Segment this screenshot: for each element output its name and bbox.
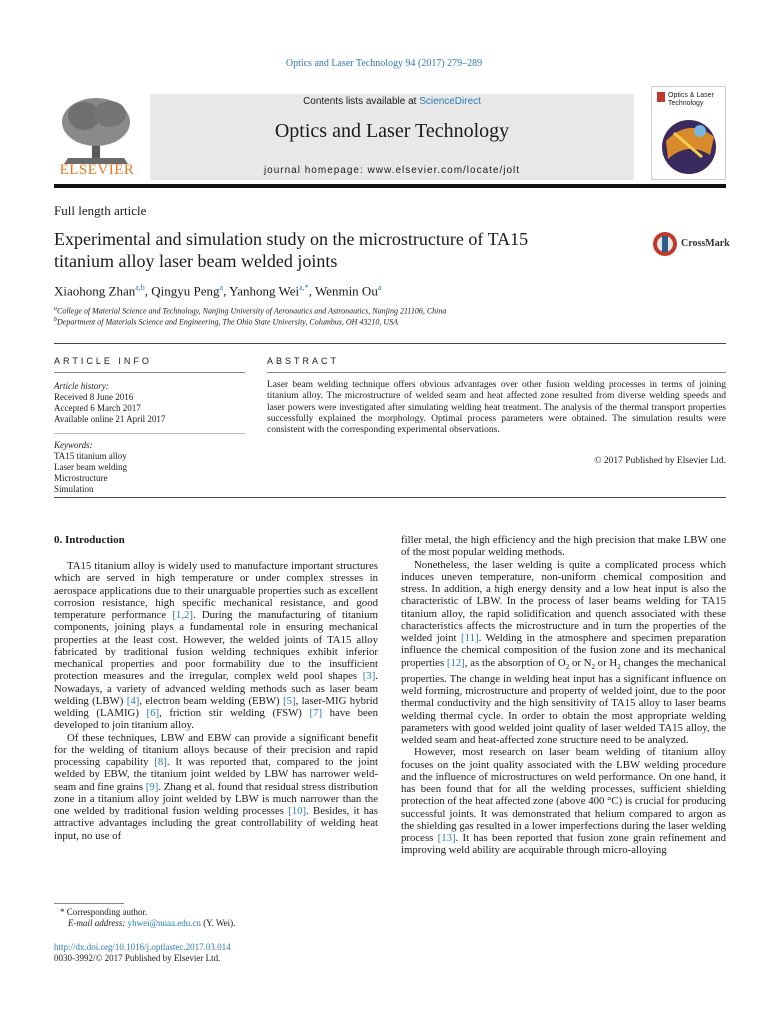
citation-link[interactable]: [13] bbox=[437, 832, 456, 845]
email-note bbox=[68, 918, 235, 929]
author-separator: , bbox=[223, 283, 230, 299]
keywords bbox=[54, 440, 245, 495]
divider bbox=[54, 343, 726, 344]
citation-link[interactable]: [12] bbox=[446, 656, 465, 669]
email-suffix: (Y. Wei). bbox=[200, 918, 236, 928]
divider bbox=[54, 433, 245, 434]
author-affil-marker[interactable]: a,b bbox=[135, 283, 145, 292]
online-date: Available online 21 April 2017 bbox=[54, 414, 166, 424]
citation-link[interactable]: [1,2] bbox=[172, 609, 194, 621]
corresponding-author-note bbox=[54, 907, 147, 918]
citation-link[interactable]: [7] bbox=[309, 707, 323, 719]
citation-link[interactable]: [4] bbox=[126, 694, 140, 707]
divider bbox=[267, 372, 726, 373]
corresponding-text: Corresponding author. bbox=[66, 907, 148, 917]
author-affil-marker[interactable]: a,* bbox=[299, 283, 309, 292]
received-date: Received 8 June 2016 bbox=[54, 392, 134, 402]
citation-link[interactable]: [10] bbox=[288, 805, 307, 817]
cover-title: Optics & Laser Technology bbox=[668, 92, 714, 107]
sciencedirect-link[interactable]: ScienceDirect bbox=[419, 96, 481, 107]
author-affil-marker[interactable]: a bbox=[377, 283, 382, 292]
author-list bbox=[54, 283, 381, 299]
article-history bbox=[54, 381, 245, 425]
body-left-column bbox=[54, 560, 378, 842]
keyword: TA15 titanium alloy bbox=[54, 451, 127, 461]
citation-link[interactable]: [3] bbox=[362, 670, 376, 683]
elsevier-logo[interactable] bbox=[54, 92, 140, 180]
affiliation-a bbox=[54, 306, 446, 316]
article-title bbox=[54, 228, 614, 272]
footnote-rule bbox=[54, 903, 124, 904]
article-info-heading: ARTICLE INFO bbox=[54, 356, 152, 366]
accepted-date: Accepted 6 March 2017 bbox=[54, 403, 141, 413]
crossmark-badge[interactable] bbox=[652, 230, 730, 258]
body-paragraph: However, most research on laser beam welding of titanium alloy focuses on the joint quality associated with the LBW welding procedure and the influence of microstructures on weld performance. On one hand, it has been found that for all the welding processes, sufficient shielding protection of the heat affected zone (above 400 °C) is crucial for producing successful joints. It was demonstrated that helium compared to argon as the shielding gas resulted in a lower imperfections during the laser welding process [13]. It has been reported that fusion zone grain refinement and improving weld ability are acquirable through micro-alloying bbox=[401, 746, 726, 857]
citation-link[interactable]: [11] bbox=[461, 632, 479, 644]
article-type: Full length article bbox=[54, 203, 147, 218]
elsevier-wordmark: ELSEVIER bbox=[59, 162, 135, 178]
keyword: Laser beam welding bbox=[54, 462, 127, 472]
author-name[interactable]: Xiaohong Zhan bbox=[54, 283, 136, 299]
author-separator: , bbox=[144, 283, 152, 299]
author-affil-marker[interactable]: a bbox=[219, 283, 224, 292]
abstract-text: Laser beam welding technique offers obvious advantages over other fusion welding processes in terms of joining titanium alloy. The microstructure of welded seam and heat affected zone resulted from diverse welding speeds and laser powers were investigated after simulating welding heat treatment. The analysis of the thermal transport properties successfully explained the morphology. Optimal process parameters were obtained. The simulation results were consistent with the corresponding experimental observations. bbox=[267, 380, 726, 436]
history-label: Article history: bbox=[54, 381, 109, 391]
citation-link[interactable]: [5] bbox=[283, 694, 296, 707]
issn-line: 0030-3992/© 2017 Published by Elsevier Ltd. bbox=[54, 953, 221, 963]
title-line-1: Experimental and simulation study on the microstructure of TA15 bbox=[54, 229, 529, 249]
author-name[interactable]: Qingyu Peng bbox=[151, 283, 220, 299]
divider bbox=[54, 497, 726, 498]
email-link[interactable]: yhwei@nuaa.edu.cn bbox=[127, 918, 201, 928]
cover-image-icon bbox=[652, 87, 727, 181]
affiliation-label: a bbox=[54, 306, 57, 312]
doi-link[interactable]: http://dx.doi.org/10.1016/j.optlastec.2017.03.014 bbox=[54, 942, 231, 952]
body-paragraph: filler metal, the high efficiency and the high precision that make LBW one of the most popular welding methods. bbox=[401, 534, 726, 559]
body-paragraph: TA15 titanium alloy is widely used to manufacture important structures which are served in high temperature or under complex stresses in aerospace applications due to their unarguable properties such as excellent corrosion resistance, high specific mechanical resistance, and good temperature performance [1,2]. During the manufacturing of titanium components, joining plays a fundamental role in ensuring mechanical properties at the least cost. However, the welded joints of TA15 alloy fabricated by traditional fusion welding techniques exhibit inferior mechanical properties and poor formability due to the insufficient protection measures and the irregular, complex weld pool shapes [3]. Nowadays, a variety of advanced welding methods such as laser beam welding (LBW) [4], electron beam welding (EBW) [5], laser-MIG hybrid welding (LAMIG) [6], friction stir welding (FSW) [7] have been developed to join titanium alloy. bbox=[54, 560, 378, 732]
journal-homepage[interactable]: journal homepage: www.elsevier.com/locate/jolt bbox=[263, 165, 521, 176]
abstract-heading: ABSTRACT bbox=[267, 356, 340, 366]
author-name[interactable]: Wenmin Ou bbox=[314, 283, 378, 299]
contents-prefix: Contents lists available at bbox=[303, 96, 420, 107]
divider bbox=[54, 372, 245, 373]
journal-cover[interactable] bbox=[651, 86, 726, 180]
body-paragraph: Of these techniques, LBW and EBW can provide a significant benefit for the welding of titanium alloys because of their precision and rapid processing capability [8]. It was reported that, compared to the joint welded by EBW, the titanium joint welded by LBW has narrower weld-seam and fine grains [9]. Zhang et al. found that residual stress distribution zone in a titanium alloy joint welded by LBW is much narrower than the one welded by traditional fusion welding processes [10]. Besides, it has attractive advantages including the great controllability of welding heat input, no use of bbox=[54, 731, 378, 842]
journal-reference[interactable]: Optics and Laser Technology 94 (2017) 279–289 bbox=[285, 58, 483, 69]
header-rule bbox=[54, 184, 726, 188]
section-heading: 0. Introduction bbox=[54, 534, 125, 546]
keyword: Microstructure bbox=[54, 473, 108, 483]
affiliation-text: Department of Materials Science and Engineering, The Ohio State University, Columbus, OH 43210, USA bbox=[57, 317, 399, 327]
body-paragraph: Nonetheless, the laser welding is quite a complicated process which induces uneven temperature, non-uniform chemical composition and stress. In addition, a high energy density and a low heat input is also the characteristic of LBW. In the process of laser beams welding for TA15 titanium alloy, the rapid solidification and quench associated with these characteristics affects the microstructure and in turn the properties of the welded joint [11]. Welding in the atmosphere and specimen preparation influence the chemical composition of the fusion zone and its mechanical properties [12], as the absorption of $O_2$ or $N_2$ or $H_2$ changes the mechanical properties. The change in welding heat input has a significant influence on weld forming, microstructure and property of welded joint, due to the poor thermal conductivity and the high sensitivity of TA15 alloy to laser beams welding thermal cycle. In order to obtain the most appropriate welding parameters with good welded joint quality of laser welded TA15 alloy, the welded seam and heat-affected zone structure need to be analyzed. bbox=[401, 558, 726, 747]
citation-link[interactable]: [8] bbox=[154, 756, 167, 768]
keyword: Simulation bbox=[54, 484, 94, 494]
crossmark-icon bbox=[652, 230, 678, 258]
asterisk-marker: * bbox=[60, 907, 65, 917]
contents-line bbox=[150, 96, 634, 107]
keywords-label: Keywords: bbox=[54, 440, 93, 450]
abstract-copyright: © 2017 Published by Elsevier Ltd. bbox=[594, 456, 726, 466]
affiliation-b bbox=[54, 317, 398, 327]
journal-title: Optics and Laser Technology bbox=[274, 120, 510, 142]
citation-link[interactable]: [9] bbox=[145, 780, 159, 793]
author-separator: , bbox=[308, 283, 315, 299]
affiliation-text: College of Material Science and Technology, Nanjing University of Aeronautics and Astronautics, Nanjing 211106, China bbox=[57, 306, 447, 316]
crossmark-label: CrossMark bbox=[681, 238, 730, 249]
title-line-2: titanium alloy laser beam welded joints bbox=[54, 251, 338, 271]
email-label: E-mail address: bbox=[68, 918, 126, 928]
author-name[interactable]: Yanhong Wei bbox=[229, 283, 300, 299]
citation-link[interactable]: [6] bbox=[146, 707, 160, 719]
affiliation-label: b bbox=[54, 317, 57, 323]
body-right-column bbox=[401, 534, 726, 857]
